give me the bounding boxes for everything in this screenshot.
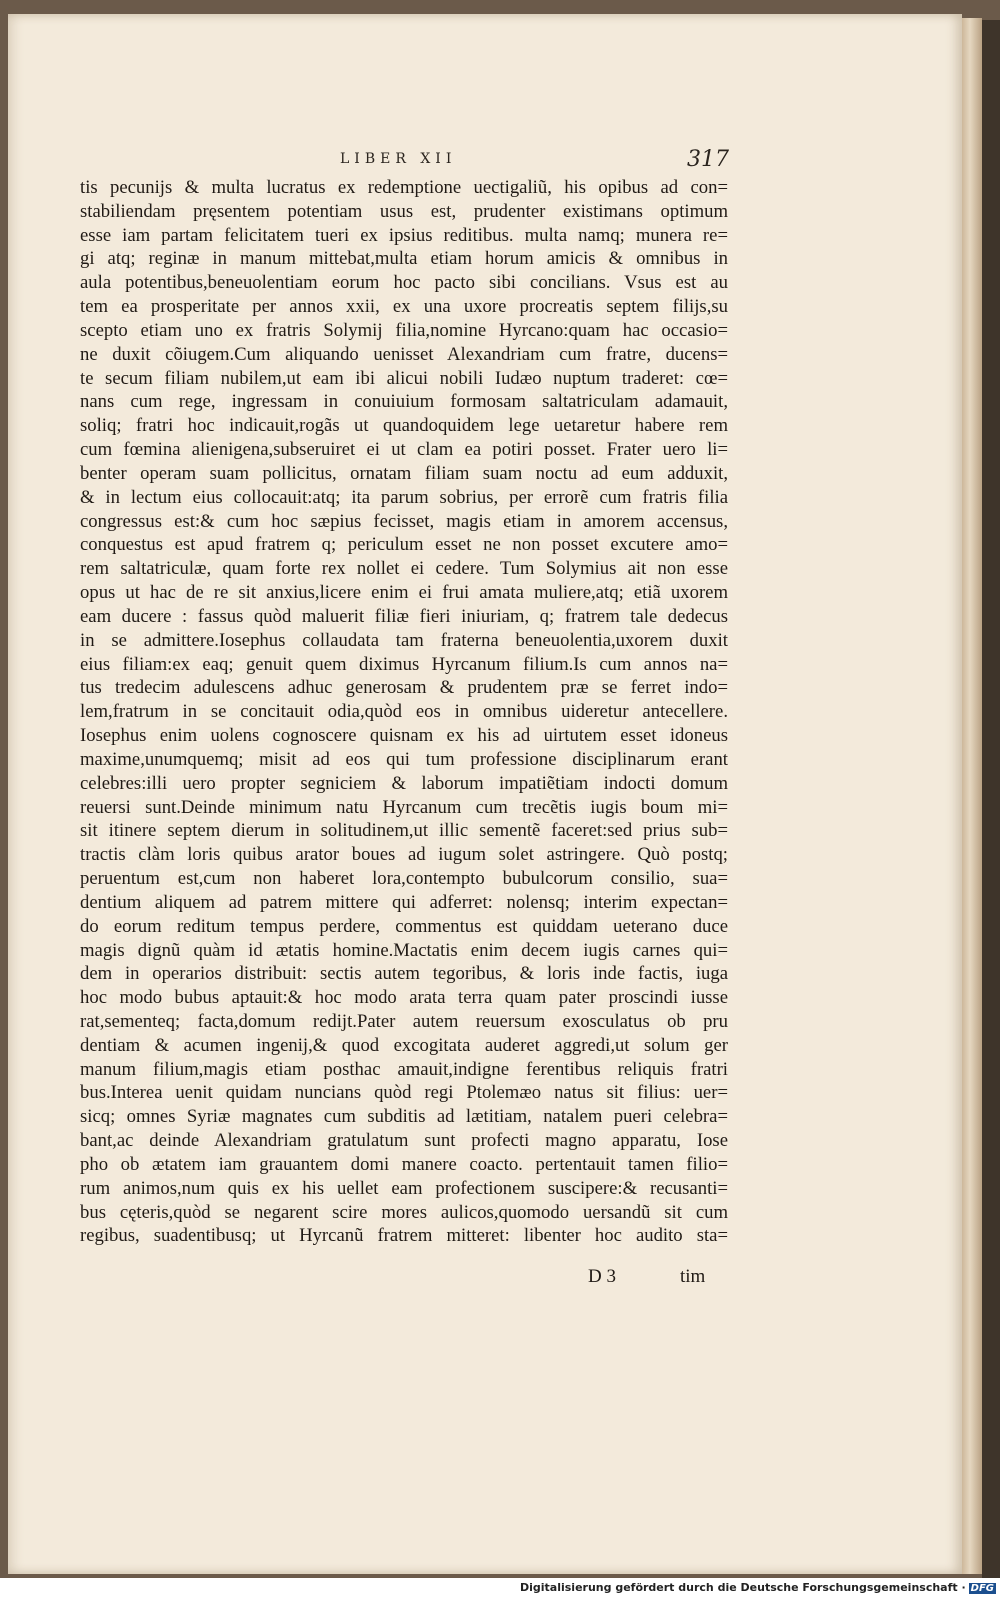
text-line: peruentum est,cum non haberet lora,contempto bubulcorum consilio, sua= xyxy=(80,868,728,890)
text-line: & in lectum eius collocauit:atq; ita parum sobrius, per errorẽ cum fratris filia xyxy=(80,486,728,508)
text-line: te secum filiam nubilem,ut eam ibi alicui nobili Iudæo nuptum traderet: cœ= xyxy=(80,367,728,389)
text-line: gi atq; reginæ in manum mittebat,multa etiam horum amicis & omnibus in xyxy=(80,248,728,270)
text-line: eius filiam:ex eaq; genuit quem diximus Hyrcanum filium.Is cum annos na= xyxy=(80,653,728,675)
text-line: tractis clàm loris quibus arator boues ad iugum solet astringere. Quò postq; xyxy=(80,844,728,866)
page-number: 317 xyxy=(687,147,729,172)
funding-credit-text: Digitalisierung gefördert durch die Deutsche Forschungsgemeinschaft · xyxy=(519,1581,966,1594)
catchline xyxy=(80,1266,728,1292)
text-line: bant,ac deinde Alexandriam gratulatum sunt profecti magno apparatu, Iose xyxy=(80,1130,728,1152)
text-line: rum animos,num quis ex his uellet eam profectionem suscipere:& recusanti= xyxy=(80,1177,728,1199)
text-line: ne duxit cõiugem.Cum aliquando uenisset Alexandriam cum fratre, ducens= xyxy=(80,343,728,365)
text-line: rem saltatriculæ, quam forte rex nollet ei cedere. Tum Solymius ait non esse xyxy=(80,558,728,580)
text-line: cum fœmina alienigena,subseruiret ei ut clam ea potiri posset. Frater uero li= xyxy=(80,439,728,461)
text-line: pho ob ætatem iam grauantem domi manere coacto. pertentauit tamen filio= xyxy=(80,1153,728,1175)
text-line: lem,fratrum in se concitauit odia,quòd eos in omnibus uideretur antecellere. xyxy=(80,701,728,723)
text-line: tis pecunijs & multa lucratus ex redemptione uectigaliũ, his opibus ad con= xyxy=(80,177,728,198)
running-title: LIBER XII xyxy=(340,151,457,167)
dfg-logo: DFG xyxy=(970,1583,994,1594)
page-edge xyxy=(962,18,982,1574)
text-line: reuersi sunt.Deinde minimum natu Hyrcanum cum trecẽtis iugis boum mi= xyxy=(80,796,728,818)
text-line: in se admittere.Iosephus collaudata tam fraterna beneuolentia,uxorem duxit xyxy=(80,629,728,651)
text-line: stabiliendam pręsentem potentiam usus est, prudenter existimans optimum xyxy=(80,200,728,222)
text-line: maxime,unumquemq; misit ad eos qui tum professione disciplinarum erant xyxy=(80,748,728,770)
footer xyxy=(0,1578,1000,1600)
main-text xyxy=(80,176,728,1248)
text-line: do eorum reditum tempus perdere, commentus est quiddam ueterano duce xyxy=(80,915,728,937)
text-line: Iosephus enim uolens cognoscere quisnam ex his ad uirtutem esset idoneus xyxy=(80,725,728,747)
text-line: bus.Interea uenit quidam nuncians quòd regi Ptolemæo natus sit filius: uer= xyxy=(80,1082,728,1104)
text-line: scepto etiam uno ex fratris Solymij filia,nomine Hyrcano:quam hac occasio= xyxy=(80,319,728,341)
text-line: conquestus est apud fratrem q; periculum esset ne non posset excutere amo= xyxy=(80,534,728,556)
text-line: hoc modo bubus aptauit:& hoc modo arata terra quam pater proscindi iusse xyxy=(80,987,728,1009)
text-line: tem ea prosperitate per annos xxii, ex una uxore procreatis septem filijs,su xyxy=(80,296,728,318)
text-line: celebres:illi uero propter segniciem & laborum impatiẽtiam indocti domum xyxy=(80,772,728,794)
catchword: tim xyxy=(680,1266,706,1287)
text-line: benter operam suam pollicitus, ornatam filiam suam noctu ad eum adduxit, xyxy=(80,462,728,484)
text-line: esse iam partam felicitatem tueri ex ipsius reditibus. multa namq; munera re= xyxy=(80,224,728,246)
text-line: dem in operarios distribuit: sectis autem tegoribus, & loris inde factis, iuga xyxy=(80,963,728,985)
text-line: nans cum rege, ingressam in conuiuium formosam saltatriculam adamauit, xyxy=(80,391,728,413)
text-line: congressus est:& cum hoc sæpius fecisset, magis etiam in amorem accensus, xyxy=(80,510,728,532)
text-line: opus ut hac de re sit anxius,licere enim ei frui amata muliere,atq; etiã uxorem xyxy=(80,582,728,604)
text-line: manum filium,magis etiam posthac amauit,indigne ferentibus reliquis fratri xyxy=(80,1058,728,1080)
text-line: tus tredecim adulescens adhuc generosam & prudentem præ se ferret indo= xyxy=(80,677,728,699)
text-line: dentium aliquem ad patrem mittere qui adferret: nolensq; interim expectan= xyxy=(80,891,728,913)
text-line: magis dignũ quàm id ætatis homine.Mactatis enim decem iugis carnes qui= xyxy=(80,939,728,961)
text-line: soliq; fratri hoc indicauit,rogãs ut quandoquidem lege uetaretur habere rem xyxy=(80,415,728,437)
text-line: eam ducere : fassus quòd maluerit filiæ fieri iniuriam, q; fratrem tale dedecus xyxy=(80,605,728,627)
text-line: regibus, suadentibusq; ut Hyrcanũ fratrem mitteret: libenter hoc audito sta= xyxy=(80,1225,728,1247)
text-line: aula potentibus,beneuolentiam eorum hoc pacto sibi concilians. Vsus est au xyxy=(80,272,728,294)
text-line: sicq; omnes Syriæ magnates cum subditis ad lætitiam, natalem pueri celebra= xyxy=(80,1106,728,1128)
text-line: sit itinere septem dierum in solitudinem,ut illic sementẽ faceret:sed prius sub= xyxy=(80,820,728,842)
text-line: dentiam & acumen ingenij,& quod excogitata auderet aggredi,ut solum ger xyxy=(80,1034,728,1056)
text-line: bus cęteris,quòd se negarent scire mores aulicos,quomodo uersandũ sit cum xyxy=(80,1201,728,1223)
binding-shadow xyxy=(982,20,1000,1578)
funding-credit xyxy=(520,1581,996,1594)
signature-mark: D 3 xyxy=(588,1266,616,1287)
text-line: rat,sementeq; facta,domum redijt.Pater autem reuersum exosculatus ob pru xyxy=(80,1010,728,1032)
